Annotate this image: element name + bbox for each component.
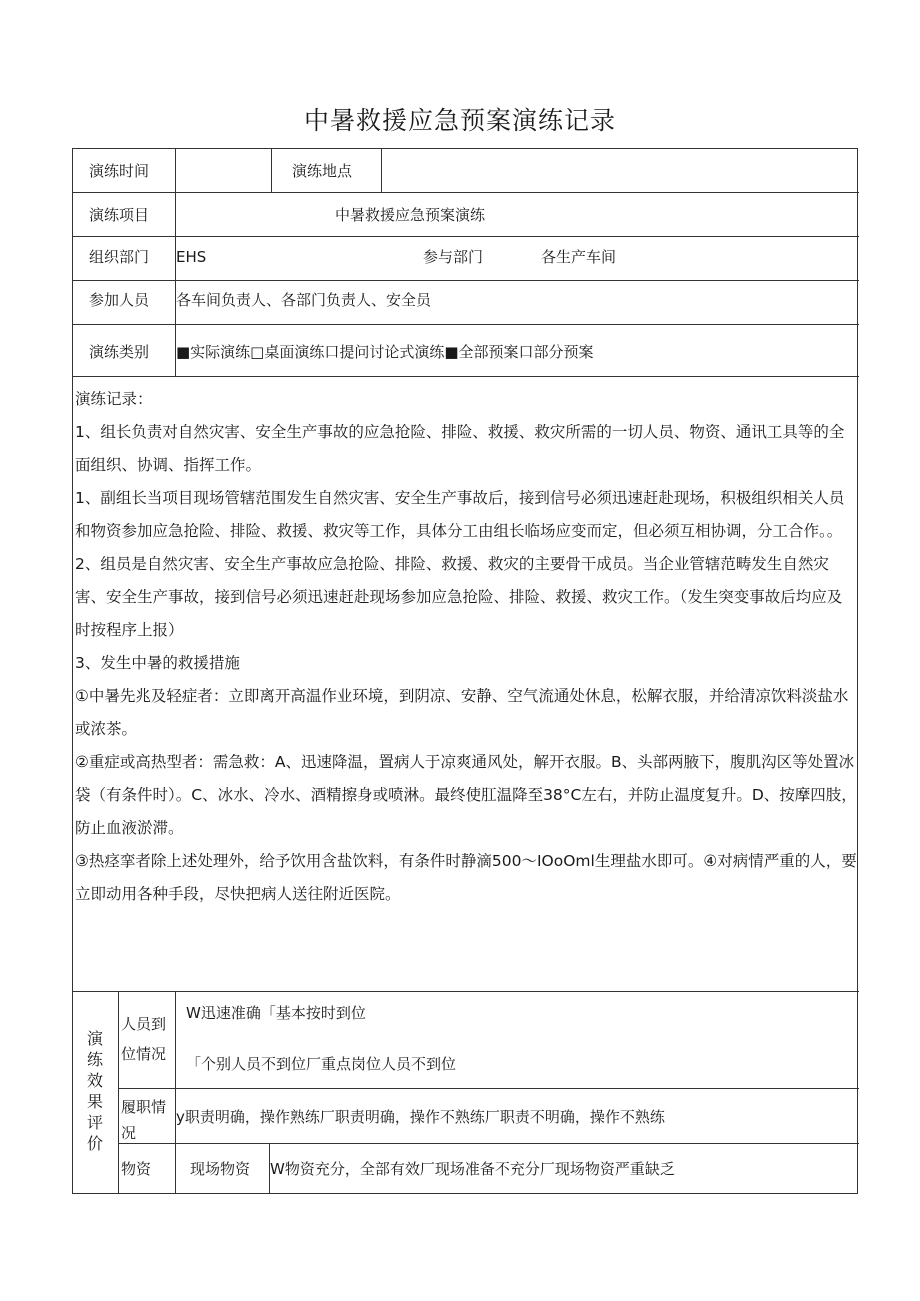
category-label: 演练类别: [89, 343, 150, 361]
project-label: 演练项目: [89, 206, 150, 224]
record-paragraph: ③热痉挛者除上述处理外，给予饮用含盐饮料，有条件时静滴500～IOoOml生理盐水即可。④对病情严重的人，要立即动用各种手段，尽快把病人送往附近医院。: [75, 852, 857, 903]
column-divider: [118, 991, 119, 1194]
row-divider: [118, 1088, 859, 1089]
record-paragraph: 1、副组长当项目现场管辖范围发生自然灾害、安全生产事故后，接到信号必须迅速赶赴现场，积极组织相关人员和物资参加应急抢险、排险、救援、救灾等工作，具体分工由组长临场应变而定，但必须互相协调，分工合作。。: [75, 489, 845, 540]
drill-record-form: [72, 148, 858, 1194]
row-divider: [73, 324, 859, 325]
duty-option: y职责明确，操作熟练厂职责明确，操作不熟练厂职责不明确，操作不熟练: [176, 1108, 665, 1126]
personnel-label: 位情况: [121, 1045, 167, 1063]
category-value: ■实际演练□桌面演练口提问讨论式演练■全部预案口部分预案: [176, 343, 594, 361]
personnel-option: W迅速准确「基本按时到位: [186, 1004, 366, 1022]
duty-label: 履职情: [121, 1098, 167, 1116]
row-divider: [73, 236, 859, 237]
location-label: 演练地点: [292, 162, 353, 180]
drill-record: [73, 383, 859, 911]
row-divider: [73, 991, 859, 992]
materials-sub-label: 现场物资: [190, 1160, 251, 1178]
participants-label: 参加人员: [89, 291, 150, 309]
row-divider: [73, 376, 859, 377]
project-value: 中暑救援应急预案演练: [335, 206, 486, 224]
duty-label: 况: [121, 1124, 137, 1142]
column-divider: [271, 149, 272, 192]
org-label: 组织部门: [89, 248, 150, 266]
page-title: 中暑救援应急预案演练记录: [303, 106, 616, 135]
record-paragraph: ①中暑先兆及轻症者：立即离开高温作业环境，到阴凉、安静、空气流通处休息，松解衣服，并给清凉饮料淡盐水或浓茶。: [75, 687, 849, 738]
personnel-label: 人员到: [121, 1015, 167, 1033]
record-paragraph: ②重症或高热型者：需急救：A、迅速降温，置病人于凉爽通风处，解开衣服。B、头部两腋下，腹肌沟区等处置冰袋（有条件时）。C、冰水、冷水、酒精擦身或喷淋。最终使肛温降至38°C左右，并防止温度复升。D、按摩四肢，防止血液淤滞。: [75, 753, 857, 837]
personnel-option: 「个别人员不到位厂重点岗位人员不到位: [186, 1055, 457, 1073]
row-divider: [73, 280, 859, 281]
materials-label: 物资: [121, 1160, 152, 1178]
row-divider: [118, 1143, 859, 1144]
dept-value: 各生产车间: [541, 248, 617, 266]
materials-option: W物资充分，全部有效厂现场准备不充分厂现场物资严重缺乏: [270, 1160, 675, 1178]
column-divider: [381, 149, 382, 192]
dept-label: 参与部门: [423, 248, 484, 266]
record-paragraph: 2、组员是自然灾害、安全生产事故应急抢险、排险、救援、救灾的主要骨干成员。当企业管辖范畴发生自然灾害、安全生产事故，接到信号必须迅速赶赴现场参加应急抢险、排险、救援、救灾工作。（发生突变事故后均应及时按程序上报）: [75, 555, 843, 639]
row-divider: [73, 192, 859, 193]
time-label: 演练时间: [89, 162, 150, 180]
org-value: EHS: [176, 248, 207, 266]
record-paragraph: 1、组长负责对自然灾害、安全生产事故的应急抢险、排险、救援、救灾所需的一切人员、物资、通讯工具等的全面组织、协调、指挥工作。: [75, 423, 845, 474]
participants-value: 各车间负责人、各部门负责人、安全员: [176, 291, 432, 309]
record-paragraph: 3、发生中暑的救援措施: [75, 654, 240, 672]
column-divider: [175, 1143, 176, 1194]
evaluation-label: 演 练 效 果 评 价: [86, 1029, 103, 1153]
record-heading: 演练记录：: [75, 390, 153, 408]
